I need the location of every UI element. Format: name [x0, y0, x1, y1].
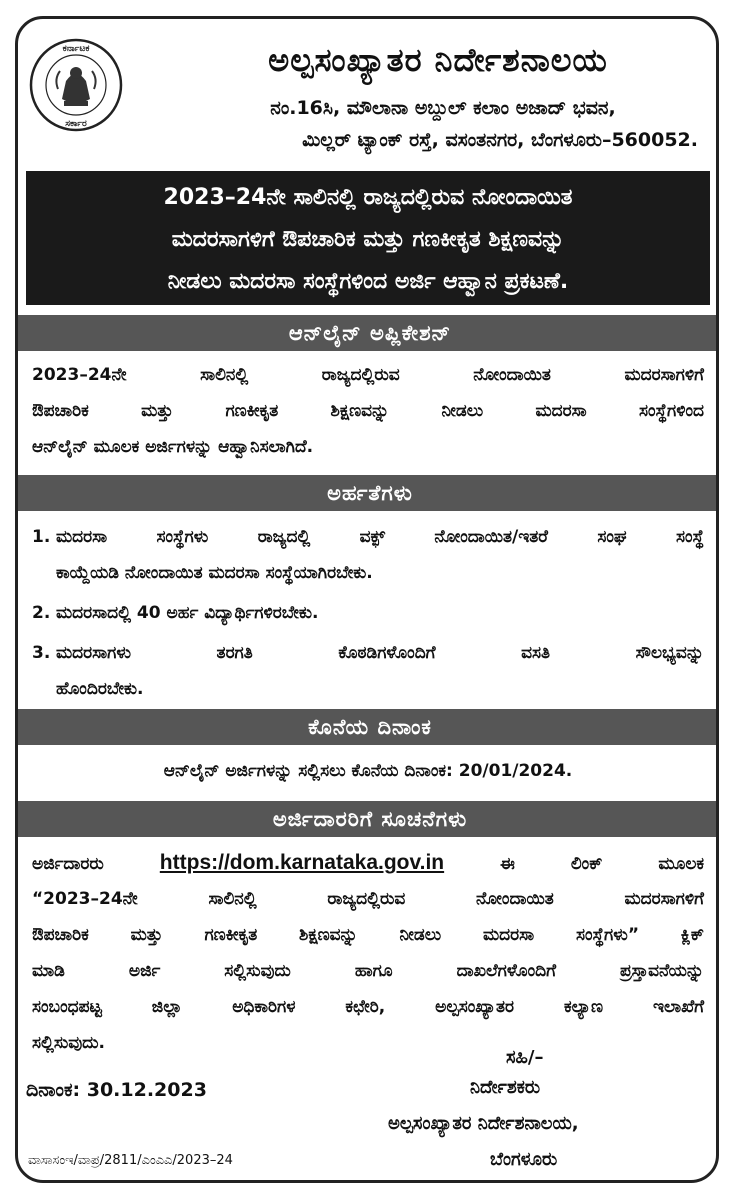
- seal-text-bottom: ಸರ್ಕಾರ: [65, 119, 87, 129]
- seal-text-top: ಕರ್ನಾಟಕ: [62, 44, 90, 54]
- address-line-1: ನಂ.16ಸಿ, ಮೌಲಾನಾ ಅಬ್ದುಲ್ ಕಲಾಂ ಅಜಾದ್ ಭವನ,: [270, 97, 616, 119]
- instructions-line-1: [32, 845, 704, 881]
- eligibility-item-1: [32, 519, 704, 555]
- announcement-line-2: ಮದರಸಾಗಳಿಗೆ ಔಪಚಾರಿಕ ಮತ್ತು ಗಣಕೀಕೃತ ಶಿಕ್ಷಣವನ್ನು: [171, 227, 565, 252]
- eligibility-item-1-text: ಮದರಸಾ ಸಂಸ್ಥೆಗಳು ರಾಜ್ಯದಲ್ಲಿ ವಕ್ಫ್ ನೋಂದಾಯಿತ/ಇತರೆ ಸಂಘ ಸಂಸ್ಥೆ: [56, 527, 704, 547]
- instructions-line-3: ಔಪಚಾರಿಕ ಮತ್ತು ಗಣಕೀಕೃತ ಶಿಕ್ಷಣವನ್ನು ನೀಡಲು ಮದರಸಾ ಸಂಸ್ಥೆಗಳು” ಕ್ಲಿಕ್: [32, 925, 704, 945]
- eligibility-item-2: [32, 595, 704, 631]
- instructions-line-2: “2023–24ನೇ ಸಾಲಿನಲ್ಲಿ ರಾಜ್ಯದಲ್ಲಿರುವ ನೋಂದಾಯಿತ ಮದರಸಾಗಳಿಗೆ: [32, 889, 704, 909]
- announcement-line-3: ನೀಡಲು ಮದರಸಾ ಸಂಸ್ಥೆಗಳಿಂದ ಅರ್ಜಿ ಆಹ್ವಾನ ಪ್ರಕಟಣೆ.: [167, 269, 569, 294]
- announcement-line-1: 2023–24ನೇ ಸಾಲಿನಲ್ಲಿ ರಾಜ್ಯದಲ್ಲಿರುವ ನೋಂದಾಯಿತ: [163, 185, 573, 210]
- online-application-heading: ಆನ್‌ಲೈನ್ ಅಪ್ಲಿಕೇಶನ್: [18, 315, 719, 351]
- eligibility-heading: ಅರ್ಹತೆಗಳು: [18, 475, 719, 511]
- signatory-title: ನಿರ್ದೇಶಕರು: [470, 1077, 541, 1098]
- instructions-suffix: ಈ ಲಿಂಕ್ ಮೂಲಕ: [500, 854, 705, 874]
- online-line-2: ಔಪಚಾರಿಕ ಮತ್ತು ಗಣಕೀಕೃತ ಶಿಕ್ಷಣವನ್ನು ನೀಡಲು ಮದರಸಾ ಸಂಸ್ಥೆಗಳಿಂದ: [32, 401, 704, 421]
- eligibility-item-3: [32, 635, 704, 671]
- online-application-text: [32, 357, 704, 465]
- eligibility-item-3-cont: ಹೊಂದಿರಬೇಕು.: [56, 679, 144, 699]
- eligibility-list: [32, 519, 704, 707]
- karnataka-emblem-icon: [28, 37, 124, 133]
- instructions-prefix: ಅರ್ಜಿದಾರರು: [32, 854, 104, 874]
- reference-number: ವಾಸಾಸಂಇ/ವಾಪ್ರ/2811/ಎಂಎಎ/2023–24: [28, 1153, 233, 1168]
- notice-frame: [15, 16, 719, 1183]
- instructions-text: [32, 845, 704, 1061]
- item-number: 1.: [32, 527, 51, 547]
- notice-date: ದಿನಾಂಕ: 30.12.2023: [26, 1079, 207, 1101]
- address-line-2: ಮಿಲ್ಲರ್ ಟ್ಯಾಂಕ್ ರಸ್ತೆ, ವಸಂತನಗರ, ಬೆಂಗಳೂರು–560052.: [302, 129, 698, 151]
- dom-website-link[interactable]: https://dom.karnataka.gov.in: [159, 851, 445, 874]
- eligibility-item-1-cont: ಕಾಯ್ದೆಯಡಿ ನೋಂದಾಯಿತ ಮದರಸಾ ಸಂಸ್ಥೆಯಾಗಿರಬೇಕು.: [56, 563, 373, 583]
- eligibility-item-2-text: ಮದರಸಾದಲ್ಲಿ 40 ಅರ್ಹ ವಿದ್ಯಾರ್ಥಿಗಳಿರಬೇಕು.: [56, 603, 319, 623]
- instructions-line-5: ಸಂಬಂಧಪಟ್ಟ ಜಿಲ್ಲಾ ಅಧಿಕಾರಿಗಳ ಕಛೇರಿ, ಅಲ್ಪಸಂಖ್ಯಾತರ ಕಲ್ಯಾಣ ಇಲಾಖೆಗೆ: [32, 997, 704, 1017]
- online-line-3: ಆನ್‌ಲೈನ್ ಮೂಲಕ ಅರ್ಜಿಗಳನ್ನು ಆಹ್ವಾನಿಸಲಾಗಿದೆ.: [32, 437, 314, 457]
- deadline-block: [32, 753, 704, 789]
- signatory-org: ಅಲ್ಪಸಂಖ್ಯಾತರ ನಿರ್ದೇಶನಾಲಯ,: [388, 1113, 579, 1134]
- announcement-box: [26, 171, 710, 305]
- deadline-heading: ಕೊನೆಯ ದಿನಾಂಕ: [18, 709, 719, 745]
- eligibility-item-3-text: ಮದರಸಾಗಳು ತರಗತಿ ಕೊಠಡಿಗಳೊಂದಿಗೆ ವಸತಿ ಸೌಲಭ್ಯವನ್ನು: [56, 643, 704, 663]
- directorate-title: ಅಲ್ಪಸಂಖ್ಯಾತರ ನಿರ್ದೇಶನಾಲಯ: [268, 41, 608, 79]
- instructions-line-6: ಸಲ್ಲಿಸುವುದು.: [32, 1033, 106, 1053]
- instructions-line-4: ಮಾಡಿ ಅರ್ಜಿ ಸಲ್ಲಿಸುವುದು ಹಾಗೂ ದಾಖಲೆಗಳೊಂದಿಗೆ ಪ್ರಸ್ತಾವನೆಯನ್ನು: [32, 961, 704, 981]
- online-line-1: 2023–24ನೇ ಸಾಲಿನಲ್ಲಿ ರಾಜ್ಯದಲ್ಲಿರುವ ನೋಂದಾಯಿತ ಮದರಸಾಗಳಿಗೆ: [32, 365, 704, 385]
- signatory-city: ಬೆಂಗಳೂರು: [490, 1149, 558, 1170]
- item-number: 2.: [32, 603, 51, 623]
- instructions-heading: ಅರ್ಜಿದಾರರಿಗೆ ಸೂಚನೆಗಳು: [18, 801, 719, 837]
- signed-mark: ಸಹಿ/–: [506, 1047, 544, 1068]
- deadline-text: ಆನ್‌ಲೈನ್ ಅರ್ಜಿಗಳನ್ನು ಸಲ್ಲಿಸಲು ಕೊನೆಯ ದಿನಾಂಕ: 20/01/2024.: [163, 761, 573, 781]
- item-number: 3.: [32, 643, 51, 663]
